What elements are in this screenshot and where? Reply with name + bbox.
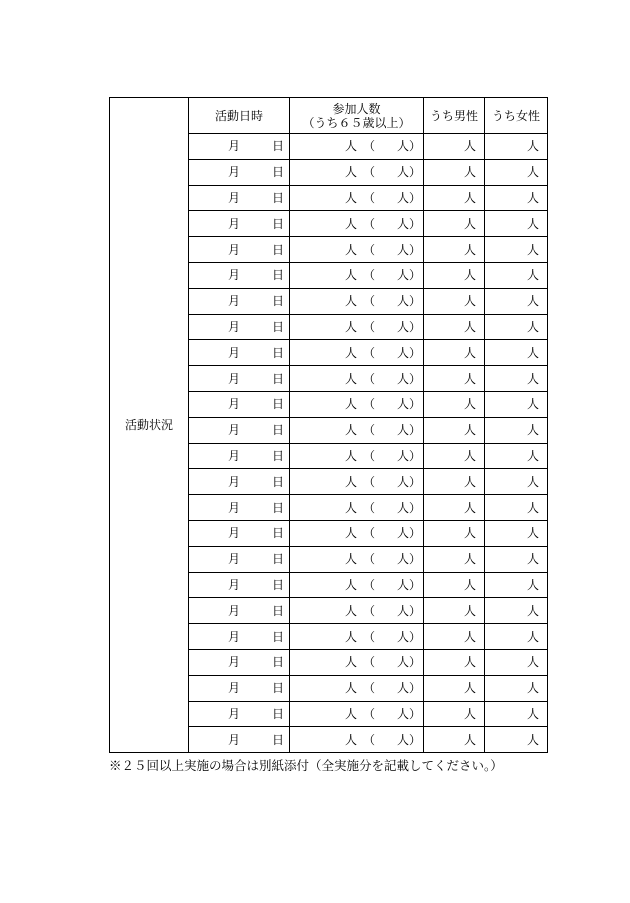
male-cell[interactable] [424, 469, 485, 495]
female-cell[interactable] [485, 649, 548, 675]
male-cell[interactable] [424, 340, 485, 366]
day-unit: 日 [272, 448, 285, 463]
male-cell[interactable] [424, 727, 485, 753]
male-people-unit: 人 [463, 397, 476, 412]
people-unit: 人 [345, 319, 358, 334]
female-cell[interactable] [485, 520, 548, 546]
date-cell[interactable] [189, 443, 290, 469]
month-unit: 月 [228, 294, 241, 309]
people-unit: 人 [345, 655, 358, 670]
male-cell[interactable] [424, 624, 485, 650]
senior-people-unit: 人） [396, 603, 421, 618]
female-people-unit: 人 [526, 577, 539, 592]
activity-status-label: 活動状況 [110, 98, 189, 753]
male-cell[interactable] [424, 520, 485, 546]
female-cell[interactable] [485, 675, 548, 701]
female-people-unit: 人 [526, 242, 539, 257]
month-unit: 月 [228, 706, 241, 721]
male-people-unit: 人 [463, 268, 476, 283]
participants-cell[interactable] [290, 185, 424, 211]
month-unit: 月 [228, 655, 241, 670]
month-unit: 月 [228, 552, 241, 567]
female-people-unit: 人 [526, 655, 539, 670]
senior-people-unit: 人） [396, 423, 421, 438]
people-unit: 人 [345, 294, 358, 309]
senior-people-unit: 人） [396, 294, 421, 309]
header-male: うち男性 [424, 98, 485, 134]
male-people-unit: 人 [463, 216, 476, 231]
male-people-unit: 人 [463, 319, 476, 334]
male-people-unit: 人 [463, 371, 476, 386]
open-paren: （ [363, 681, 376, 696]
male-cell[interactable] [424, 185, 485, 211]
date-cell[interactable] [189, 134, 290, 160]
open-paren: （ [363, 165, 376, 180]
open-paren: （ [363, 732, 376, 747]
date-cell[interactable] [189, 624, 290, 650]
female-cell[interactable] [485, 366, 548, 392]
people-unit: 人 [345, 216, 358, 231]
month-unit: 月 [228, 242, 241, 257]
day-unit: 日 [272, 397, 285, 412]
senior-people-unit: 人） [396, 319, 421, 334]
female-people-unit: 人 [526, 345, 539, 360]
date-cell[interactable] [189, 262, 290, 288]
people-unit: 人 [345, 139, 358, 154]
date-cell[interactable] [189, 675, 290, 701]
female-people-unit: 人 [526, 397, 539, 412]
female-cell[interactable] [485, 134, 548, 160]
date-cell[interactable] [189, 237, 290, 263]
open-paren: （ [363, 345, 376, 360]
open-paren: （ [363, 190, 376, 205]
date-cell[interactable] [189, 469, 290, 495]
male-people-unit: 人 [463, 448, 476, 463]
senior-people-unit: 人） [396, 139, 421, 154]
participants-cell[interactable] [290, 237, 424, 263]
male-cell[interactable] [424, 598, 485, 624]
senior-people-unit: 人） [396, 629, 421, 644]
day-unit: 日 [272, 319, 285, 334]
senior-people-unit: 人） [396, 681, 421, 696]
male-people-unit: 人 [463, 165, 476, 180]
senior-people-unit: 人） [396, 371, 421, 386]
date-cell[interactable] [189, 185, 290, 211]
female-people-unit: 人 [526, 681, 539, 696]
open-paren: （ [363, 500, 376, 515]
people-unit: 人 [345, 423, 358, 438]
date-cell[interactable] [189, 391, 290, 417]
female-people-unit: 人 [526, 629, 539, 644]
month-unit: 月 [228, 190, 241, 205]
female-people-unit: 人 [526, 448, 539, 463]
female-people-unit: 人 [526, 423, 539, 438]
female-people-unit: 人 [526, 706, 539, 721]
day-unit: 日 [272, 139, 285, 154]
male-cell[interactable] [424, 391, 485, 417]
male-cell[interactable] [424, 159, 485, 185]
header-date: 活動日時 [189, 98, 290, 134]
people-unit: 人 [345, 577, 358, 592]
people-unit: 人 [345, 552, 358, 567]
female-people-unit: 人 [526, 319, 539, 334]
female-cell[interactable] [485, 391, 548, 417]
female-cell[interactable] [485, 288, 548, 314]
day-unit: 日 [272, 242, 285, 257]
people-unit: 人 [345, 397, 358, 412]
month-unit: 月 [228, 448, 241, 463]
female-people-unit: 人 [526, 732, 539, 747]
day-unit: 日 [272, 268, 285, 283]
female-people-unit: 人 [526, 552, 539, 567]
female-cell[interactable] [485, 314, 548, 340]
female-cell[interactable] [485, 159, 548, 185]
participants-cell[interactable] [290, 520, 424, 546]
participants-cell[interactable] [290, 391, 424, 417]
month-unit: 月 [228, 345, 241, 360]
female-people-unit: 人 [526, 216, 539, 231]
open-paren: （ [363, 706, 376, 721]
month-unit: 月 [228, 603, 241, 618]
male-people-unit: 人 [463, 345, 476, 360]
participants-cell[interactable] [290, 469, 424, 495]
senior-people-unit: 人） [396, 706, 421, 721]
male-people-unit: 人 [463, 629, 476, 644]
participants-cell[interactable] [290, 443, 424, 469]
date-cell[interactable] [189, 546, 290, 572]
day-unit: 日 [272, 577, 285, 592]
female-people-unit: 人 [526, 190, 539, 205]
day-unit: 日 [272, 526, 285, 541]
senior-people-unit: 人） [396, 577, 421, 592]
senior-people-unit: 人） [396, 397, 421, 412]
header-female: うち女性 [485, 98, 548, 134]
date-cell[interactable] [189, 701, 290, 727]
date-cell[interactable] [189, 366, 290, 392]
participants-cell[interactable] [290, 546, 424, 572]
male-cell[interactable] [424, 675, 485, 701]
people-unit: 人 [345, 268, 358, 283]
participants-cell[interactable] [290, 417, 424, 443]
male-people-unit: 人 [463, 681, 476, 696]
day-unit: 日 [272, 500, 285, 515]
day-unit: 日 [272, 552, 285, 567]
people-unit: 人 [345, 474, 358, 489]
date-cell[interactable] [189, 314, 290, 340]
female-people-unit: 人 [526, 603, 539, 618]
female-people-unit: 人 [526, 526, 539, 541]
male-cell[interactable] [424, 262, 485, 288]
open-paren: （ [363, 526, 376, 541]
month-unit: 月 [228, 629, 241, 644]
senior-people-unit: 人） [396, 190, 421, 205]
activity-table [109, 97, 548, 753]
people-unit: 人 [345, 706, 358, 721]
female-cell[interactable] [485, 237, 548, 263]
participants-cell[interactable] [290, 211, 424, 237]
day-unit: 日 [272, 629, 285, 644]
female-cell[interactable] [485, 469, 548, 495]
people-unit: 人 [345, 371, 358, 386]
people-unit: 人 [345, 526, 358, 541]
participants-cell[interactable] [290, 288, 424, 314]
male-cell[interactable] [424, 546, 485, 572]
senior-people-unit: 人） [396, 526, 421, 541]
date-cell[interactable] [189, 598, 290, 624]
day-unit: 日 [272, 190, 285, 205]
male-cell[interactable] [424, 314, 485, 340]
participants-cell[interactable] [290, 366, 424, 392]
female-cell[interactable] [485, 443, 548, 469]
people-unit: 人 [345, 190, 358, 205]
senior-people-unit: 人） [396, 268, 421, 283]
senior-people-unit: 人） [396, 165, 421, 180]
date-cell[interactable] [189, 211, 290, 237]
male-cell[interactable] [424, 495, 485, 521]
male-people-unit: 人 [463, 139, 476, 154]
header-participants [290, 98, 424, 134]
male-people-unit: 人 [463, 242, 476, 257]
female-cell[interactable] [485, 417, 548, 443]
male-cell[interactable] [424, 649, 485, 675]
participants-cell[interactable] [290, 649, 424, 675]
female-cell[interactable] [485, 495, 548, 521]
female-people-unit: 人 [526, 165, 539, 180]
senior-people-unit: 人） [396, 216, 421, 231]
senior-people-unit: 人） [396, 474, 421, 489]
female-cell[interactable] [485, 340, 548, 366]
month-unit: 月 [228, 139, 241, 154]
open-paren: （ [363, 603, 376, 618]
male-people-unit: 人 [463, 423, 476, 438]
male-people-unit: 人 [463, 603, 476, 618]
open-paren: （ [363, 655, 376, 670]
female-people-unit: 人 [526, 474, 539, 489]
female-cell[interactable] [485, 185, 548, 211]
people-unit: 人 [345, 500, 358, 515]
male-cell[interactable] [424, 572, 485, 598]
senior-people-unit: 人） [396, 500, 421, 515]
people-unit: 人 [345, 603, 358, 618]
participants-cell[interactable] [290, 572, 424, 598]
participants-cell[interactable] [290, 598, 424, 624]
header-row [110, 98, 548, 134]
date-cell[interactable] [189, 520, 290, 546]
people-unit: 人 [345, 681, 358, 696]
senior-people-unit: 人） [396, 345, 421, 360]
female-people-unit: 人 [526, 371, 539, 386]
participants-cell[interactable] [290, 727, 424, 753]
date-cell[interactable] [189, 159, 290, 185]
day-unit: 日 [272, 216, 285, 231]
female-people-unit: 人 [526, 500, 539, 515]
female-people-unit: 人 [526, 139, 539, 154]
male-people-unit: 人 [463, 500, 476, 515]
open-paren: （ [363, 577, 376, 592]
open-paren: （ [363, 216, 376, 231]
male-cell[interactable] [424, 366, 485, 392]
day-unit: 日 [272, 294, 285, 309]
senior-people-unit: 人） [396, 242, 421, 257]
month-unit: 月 [228, 423, 241, 438]
date-cell[interactable] [189, 417, 290, 443]
people-unit: 人 [345, 448, 358, 463]
day-unit: 日 [272, 706, 285, 721]
day-unit: 日 [272, 345, 285, 360]
female-cell[interactable] [485, 727, 548, 753]
open-paren: （ [363, 552, 376, 567]
male-cell[interactable] [424, 288, 485, 314]
senior-people-unit: 人） [396, 655, 421, 670]
male-people-unit: 人 [463, 526, 476, 541]
participants-cell[interactable] [290, 495, 424, 521]
day-unit: 日 [272, 474, 285, 489]
footnote: ※２５回以上実施の場合は別紙添付（全実施分を記載してください。） [109, 758, 503, 773]
people-unit: 人 [345, 732, 358, 747]
female-cell[interactable] [485, 546, 548, 572]
senior-people-unit: 人） [396, 732, 421, 747]
female-cell[interactable] [485, 598, 548, 624]
day-unit: 日 [272, 603, 285, 618]
male-cell[interactable] [424, 237, 485, 263]
month-unit: 月 [228, 397, 241, 412]
header-participants-line2: （うち６５歳以上） [302, 115, 411, 130]
month-unit: 月 [228, 216, 241, 231]
open-paren: （ [363, 423, 376, 438]
people-unit: 人 [345, 629, 358, 644]
participants-cell[interactable] [290, 675, 424, 701]
day-unit: 日 [272, 371, 285, 386]
female-cell[interactable] [485, 572, 548, 598]
open-paren: （ [363, 139, 376, 154]
month-unit: 月 [228, 371, 241, 386]
female-cell[interactable] [485, 624, 548, 650]
month-unit: 月 [228, 319, 241, 334]
open-paren: （ [363, 448, 376, 463]
month-unit: 月 [228, 165, 241, 180]
male-cell[interactable] [424, 211, 485, 237]
date-cell[interactable] [189, 288, 290, 314]
open-paren: （ [363, 629, 376, 644]
open-paren: （ [363, 242, 376, 257]
female-cell[interactable] [485, 211, 548, 237]
male-cell[interactable] [424, 134, 485, 160]
male-people-unit: 人 [463, 294, 476, 309]
participants-cell[interactable] [290, 340, 424, 366]
male-people-unit: 人 [463, 552, 476, 567]
day-unit: 日 [272, 655, 285, 670]
senior-people-unit: 人） [396, 552, 421, 567]
male-people-unit: 人 [463, 577, 476, 592]
date-cell[interactable] [189, 727, 290, 753]
date-cell[interactable] [189, 340, 290, 366]
day-unit: 日 [272, 681, 285, 696]
month-unit: 月 [228, 474, 241, 489]
month-unit: 月 [228, 526, 241, 541]
month-unit: 月 [228, 577, 241, 592]
male-cell[interactable] [424, 443, 485, 469]
female-cell[interactable] [485, 701, 548, 727]
date-cell[interactable] [189, 572, 290, 598]
participants-cell[interactable] [290, 624, 424, 650]
female-cell[interactable] [485, 262, 548, 288]
participants-cell[interactable] [290, 262, 424, 288]
people-unit: 人 [345, 345, 358, 360]
female-people-unit: 人 [526, 294, 539, 309]
month-unit: 月 [228, 681, 241, 696]
open-paren: （ [363, 397, 376, 412]
month-unit: 月 [228, 268, 241, 283]
male-people-unit: 人 [463, 190, 476, 205]
participants-cell[interactable] [290, 134, 424, 160]
male-cell[interactable] [424, 701, 485, 727]
open-paren: （ [363, 294, 376, 309]
male-cell[interactable] [424, 417, 485, 443]
open-paren: （ [363, 371, 376, 386]
male-people-unit: 人 [463, 706, 476, 721]
male-people-unit: 人 [463, 474, 476, 489]
day-unit: 日 [272, 732, 285, 747]
male-people-unit: 人 [463, 655, 476, 670]
participants-cell[interactable] [290, 314, 424, 340]
participants-cell[interactable] [290, 159, 424, 185]
month-unit: 月 [228, 732, 241, 747]
day-unit: 日 [272, 165, 285, 180]
date-cell[interactable] [189, 495, 290, 521]
people-unit: 人 [345, 242, 358, 257]
open-paren: （ [363, 474, 376, 489]
male-people-unit: 人 [463, 732, 476, 747]
open-paren: （ [363, 268, 376, 283]
day-unit: 日 [272, 423, 285, 438]
open-paren: （ [363, 319, 376, 334]
header-participants-line1: 参加人数 [332, 101, 381, 116]
participants-cell[interactable] [290, 701, 424, 727]
people-unit: 人 [345, 165, 358, 180]
female-people-unit: 人 [526, 268, 539, 283]
senior-people-unit: 人） [396, 448, 421, 463]
date-cell[interactable] [189, 649, 290, 675]
month-unit: 月 [228, 500, 241, 515]
